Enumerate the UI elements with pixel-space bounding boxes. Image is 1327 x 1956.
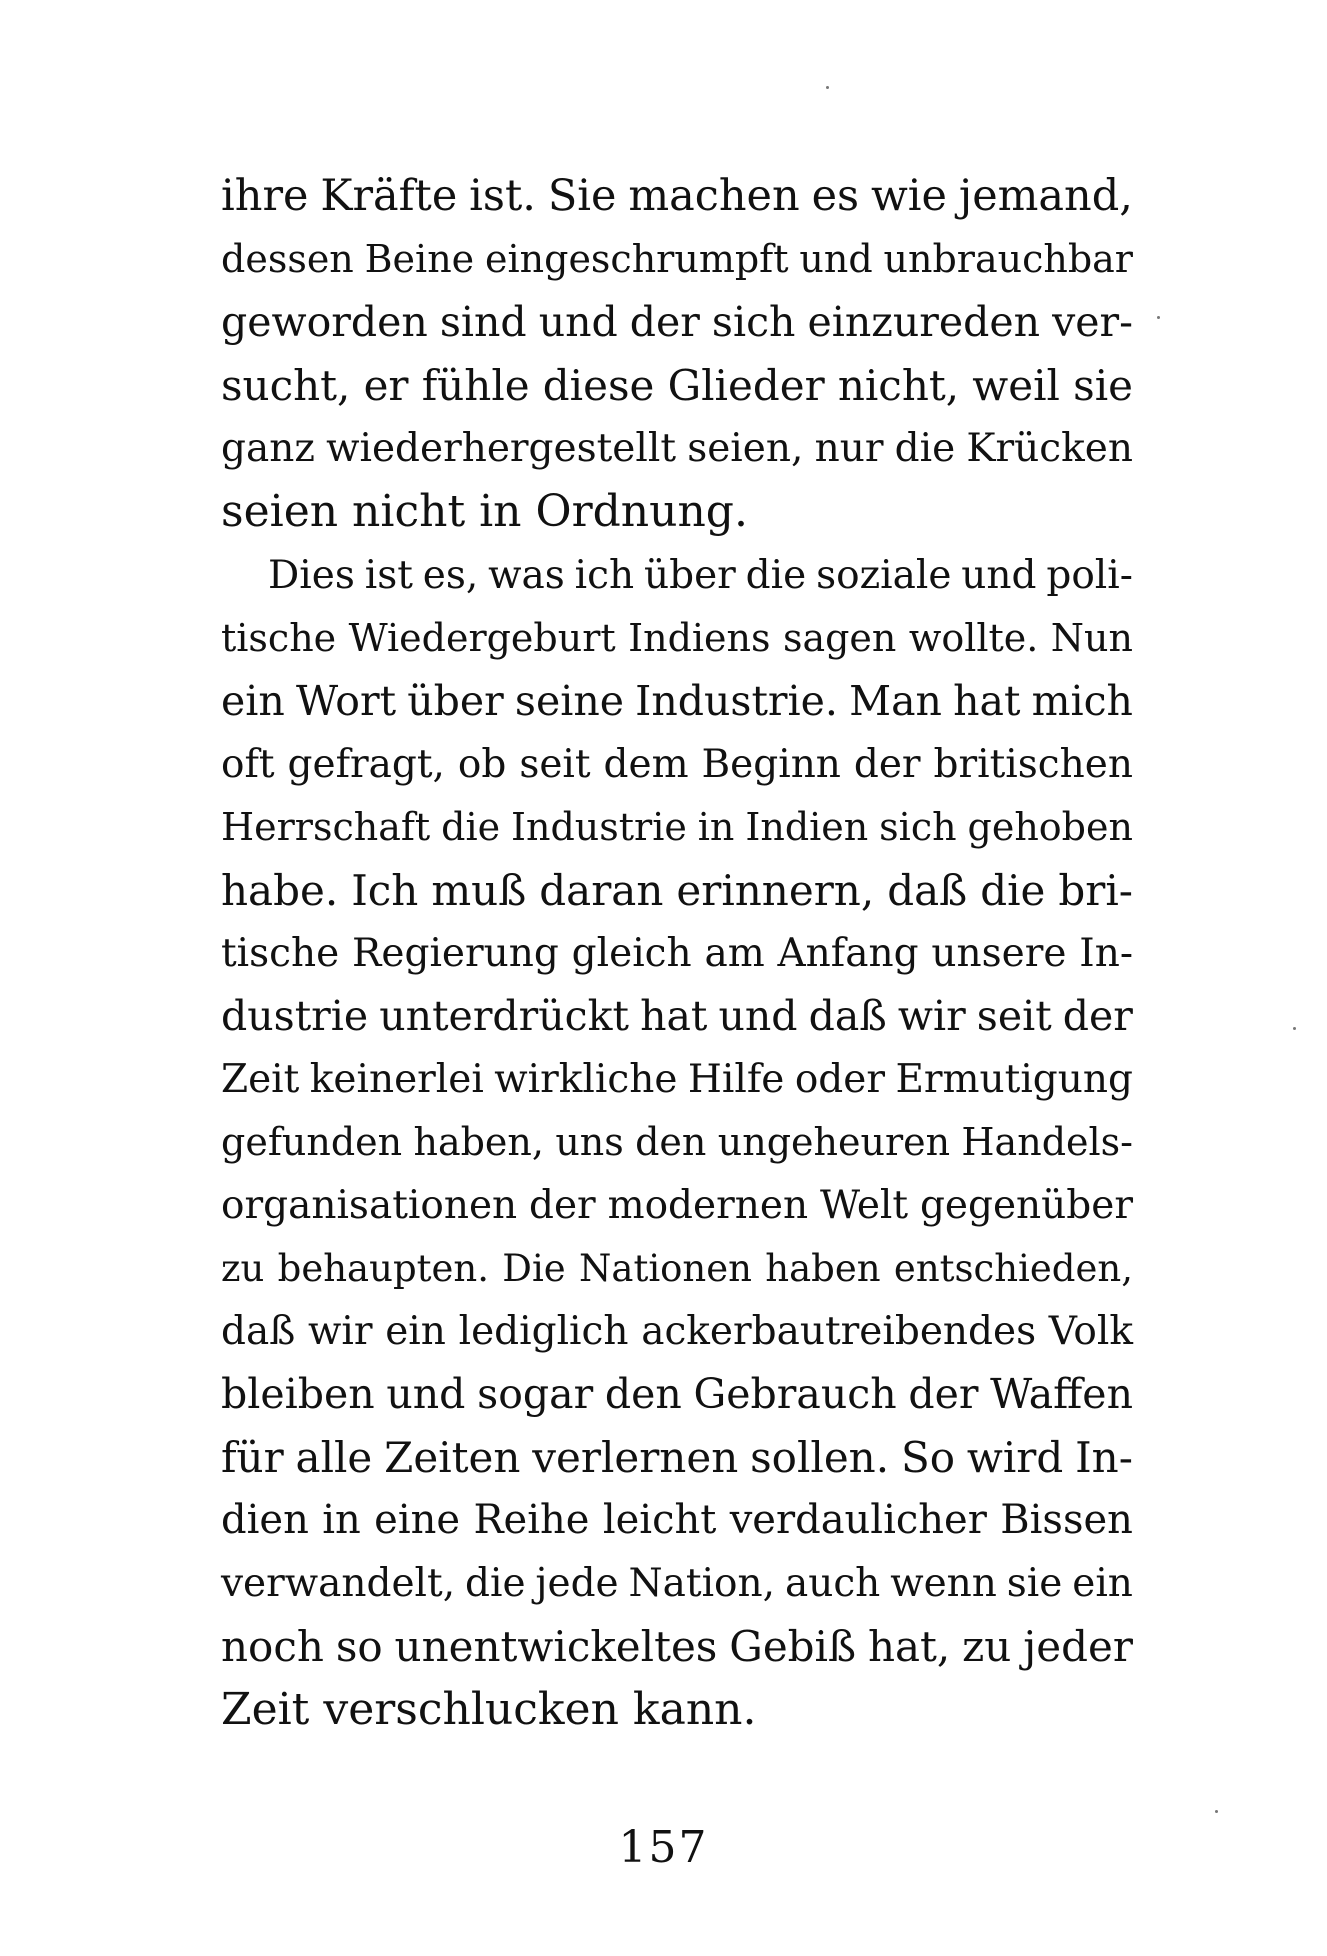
word: gefragt, (287, 742, 445, 787)
text-line (221, 354, 1133, 417)
word: wir (308, 1309, 373, 1354)
word: und (961, 553, 1037, 598)
word: nicht, (837, 361, 960, 410)
word: In- (1079, 931, 1133, 976)
text-line (221, 859, 1133, 922)
word: daran (539, 866, 664, 915)
word: bri- (1058, 866, 1133, 915)
word: unbrauchbar (883, 237, 1133, 281)
word: hat (953, 677, 1021, 725)
word: daß (221, 1309, 296, 1354)
word: So (900, 1433, 956, 1482)
word: lediglich (458, 1309, 629, 1354)
text-line (221, 922, 1133, 985)
word: ein (1072, 1561, 1133, 1606)
word: er (363, 361, 409, 410)
word: ganz (221, 426, 315, 471)
word: hat, (867, 1622, 951, 1671)
word: Hilfe (687, 1057, 785, 1102)
word: mich (1031, 677, 1133, 725)
word: und (386, 1370, 466, 1418)
word: ein (221, 677, 285, 725)
word: Gebrauch (693, 1370, 897, 1418)
word: einzureden (807, 298, 1041, 346)
word: Industrie (511, 805, 687, 849)
word: Ich (351, 866, 419, 915)
word: muß (431, 866, 527, 915)
word: sie (1006, 1561, 1063, 1606)
word: Handels- (961, 1120, 1133, 1164)
text-line (221, 1174, 1133, 1237)
word: gehoben (967, 805, 1133, 849)
text-line (221, 1552, 1133, 1615)
word: leicht (602, 1497, 717, 1543)
word: unterdrückt (379, 992, 629, 1040)
word: und (538, 298, 618, 346)
word: Anfang (777, 931, 919, 976)
word: ungeheuren (717, 1120, 951, 1164)
word: entschieden, (893, 1247, 1133, 1290)
word: auch (784, 1561, 881, 1606)
text-line (221, 1048, 1133, 1111)
word: dustrie (221, 992, 369, 1040)
word: sich (879, 805, 957, 849)
word: eine (374, 1497, 461, 1543)
word: wie (870, 171, 947, 221)
word: ein (385, 1309, 446, 1354)
word: der (908, 1370, 979, 1418)
text-line (221, 1363, 1133, 1426)
text-line (221, 417, 1133, 480)
word: daß (887, 866, 968, 915)
word: Ermutigung (895, 1057, 1133, 1102)
word: für (221, 1433, 284, 1482)
word: es, (422, 553, 479, 598)
word: ist. (469, 171, 536, 221)
text-line (221, 1300, 1133, 1363)
word: modernen (607, 1183, 809, 1228)
word: sich (711, 298, 796, 346)
word: der (1062, 992, 1133, 1040)
word: Waffen (990, 1370, 1133, 1418)
word: Indiens (628, 616, 771, 660)
word: so (335, 1622, 383, 1671)
word: am (704, 931, 765, 976)
word: dessen (221, 237, 354, 281)
word: jede (535, 1561, 619, 1606)
word: dem (603, 742, 689, 787)
word: Industrie. (635, 677, 838, 725)
text-line (221, 733, 1133, 796)
word: In- (1075, 1433, 1133, 1482)
word: Bissen (1000, 1497, 1133, 1543)
word: oder (794, 1057, 885, 1102)
text-line: seien nicht in Ordnung. (221, 486, 748, 537)
word: wir (897, 992, 966, 1040)
word: eingeschrumpft (485, 237, 789, 281)
word: Glieder (667, 361, 825, 410)
word: diese (542, 361, 655, 410)
word: und (718, 992, 798, 1040)
word: britischen (933, 742, 1133, 787)
word: Beine (364, 237, 475, 281)
word: Kräfte (320, 171, 458, 221)
word: wird (966, 1433, 1064, 1482)
body-text (221, 165, 1133, 1741)
text-line (221, 985, 1133, 1048)
word: der (629, 298, 700, 346)
text-line (221, 796, 1133, 859)
word: seien, (687, 426, 804, 471)
word: alle (295, 1433, 373, 1482)
word: sind (439, 298, 527, 346)
word: geworden (221, 298, 428, 346)
word: sucht, (221, 361, 351, 410)
word: verdaulicher (729, 1497, 987, 1543)
word: seit (976, 992, 1052, 1040)
word: sagen (782, 616, 897, 660)
text-line (221, 1237, 1133, 1300)
word: uns (555, 1120, 624, 1164)
word: Nation, (628, 1561, 776, 1606)
word: Dies (268, 553, 355, 598)
word: der (529, 1183, 596, 1228)
word: der (853, 742, 921, 787)
word: ich (574, 553, 635, 598)
word: die (745, 553, 807, 598)
word: jeder (1023, 1622, 1133, 1671)
print-speck (1215, 1810, 1218, 1813)
word: poli- (1046, 553, 1133, 598)
word: unsere (931, 931, 1067, 976)
word: wirkliche (494, 1057, 678, 1102)
word: ob (457, 742, 507, 787)
word: keinerlei (309, 1057, 484, 1102)
word: verlernen (532, 1433, 739, 1482)
word: was (488, 553, 565, 598)
word: in (697, 805, 735, 849)
word: Wort (295, 677, 397, 725)
word: Zeiten (384, 1433, 521, 1482)
text-line (221, 228, 1133, 291)
word: nur (814, 426, 884, 471)
word: noch (221, 1622, 324, 1671)
text-line (221, 1426, 1133, 1489)
word: bleiben (221, 1370, 375, 1418)
text-line (221, 1489, 1133, 1552)
word: machen (628, 171, 800, 221)
word: und (799, 237, 873, 281)
word: Die (502, 1247, 566, 1290)
word: es (811, 171, 860, 221)
word: Welt (819, 1183, 909, 1228)
word: Sie (547, 171, 617, 221)
word: seine (514, 677, 624, 725)
text-line (221, 607, 1133, 670)
word: Volk (1048, 1309, 1133, 1354)
word: tische (221, 931, 340, 976)
word: die (980, 866, 1046, 915)
word: den (604, 1370, 682, 1418)
print-speck (1157, 316, 1160, 319)
word: die (894, 426, 956, 471)
text-line (221, 291, 1133, 354)
word: ver- (1052, 298, 1133, 346)
word: in (322, 1497, 361, 1543)
word: wenn (890, 1561, 997, 1606)
word: die (465, 1561, 526, 1606)
word: Herrschaft (221, 805, 431, 849)
text-line (221, 165, 1133, 228)
word: weil (972, 361, 1060, 410)
word: erinnern, (676, 866, 875, 915)
text-line (221, 670, 1133, 733)
word: sollen. (750, 1433, 890, 1482)
word: soziale (816, 553, 952, 598)
word: unentwickeltes (394, 1622, 718, 1671)
word: dien (221, 1497, 309, 1543)
word: jemand, (958, 171, 1133, 221)
word: sogar (477, 1370, 594, 1418)
word: Nun (1050, 616, 1133, 660)
word: hat (640, 992, 708, 1040)
word: die (441, 805, 501, 849)
text-line (221, 1111, 1133, 1174)
print-speck (826, 86, 829, 89)
print-speck (1293, 1027, 1296, 1030)
word: über (643, 553, 736, 598)
word: wollte. (908, 616, 1039, 660)
word: gleich (571, 931, 692, 976)
word: Zeit (221, 1057, 300, 1102)
text-line: Zeit verschlucken kann. (221, 1684, 757, 1735)
word: über (407, 677, 504, 725)
word: Beginn (701, 742, 841, 787)
word: behaupten. (277, 1247, 489, 1290)
word: Gebiß (729, 1622, 857, 1671)
word: ihre (221, 171, 309, 221)
word: haben (765, 1247, 881, 1290)
word: seit (519, 742, 591, 787)
word: sie (1073, 361, 1133, 410)
word: organisationen (221, 1183, 518, 1228)
word: fühle (421, 361, 530, 410)
word: gefunden (221, 1120, 403, 1164)
text-line (221, 1615, 1133, 1678)
word: haben, (413, 1120, 544, 1164)
text-line (221, 544, 1133, 607)
word: ackerbautreibendes (641, 1309, 1037, 1354)
word: oft (221, 742, 275, 787)
word: daß (808, 992, 887, 1040)
word: Man (849, 677, 942, 725)
word: Krücken (966, 426, 1133, 471)
word: Indien (745, 805, 869, 849)
word: Wiedergeburt (348, 616, 616, 660)
word: zu (962, 1622, 1012, 1671)
word: wiederhergestellt (326, 426, 676, 471)
word: tische (221, 616, 337, 660)
word: habe. (221, 866, 339, 915)
word: verwandelt, (221, 1561, 456, 1606)
word: gegenüber (919, 1183, 1133, 1228)
word: Nationen (579, 1247, 752, 1290)
word: zu (221, 1247, 265, 1290)
page-number: 157 (618, 1822, 709, 1873)
word: Regierung (352, 931, 559, 976)
word: ist (364, 553, 413, 598)
word: den (635, 1120, 707, 1164)
word: Reihe (473, 1497, 590, 1543)
